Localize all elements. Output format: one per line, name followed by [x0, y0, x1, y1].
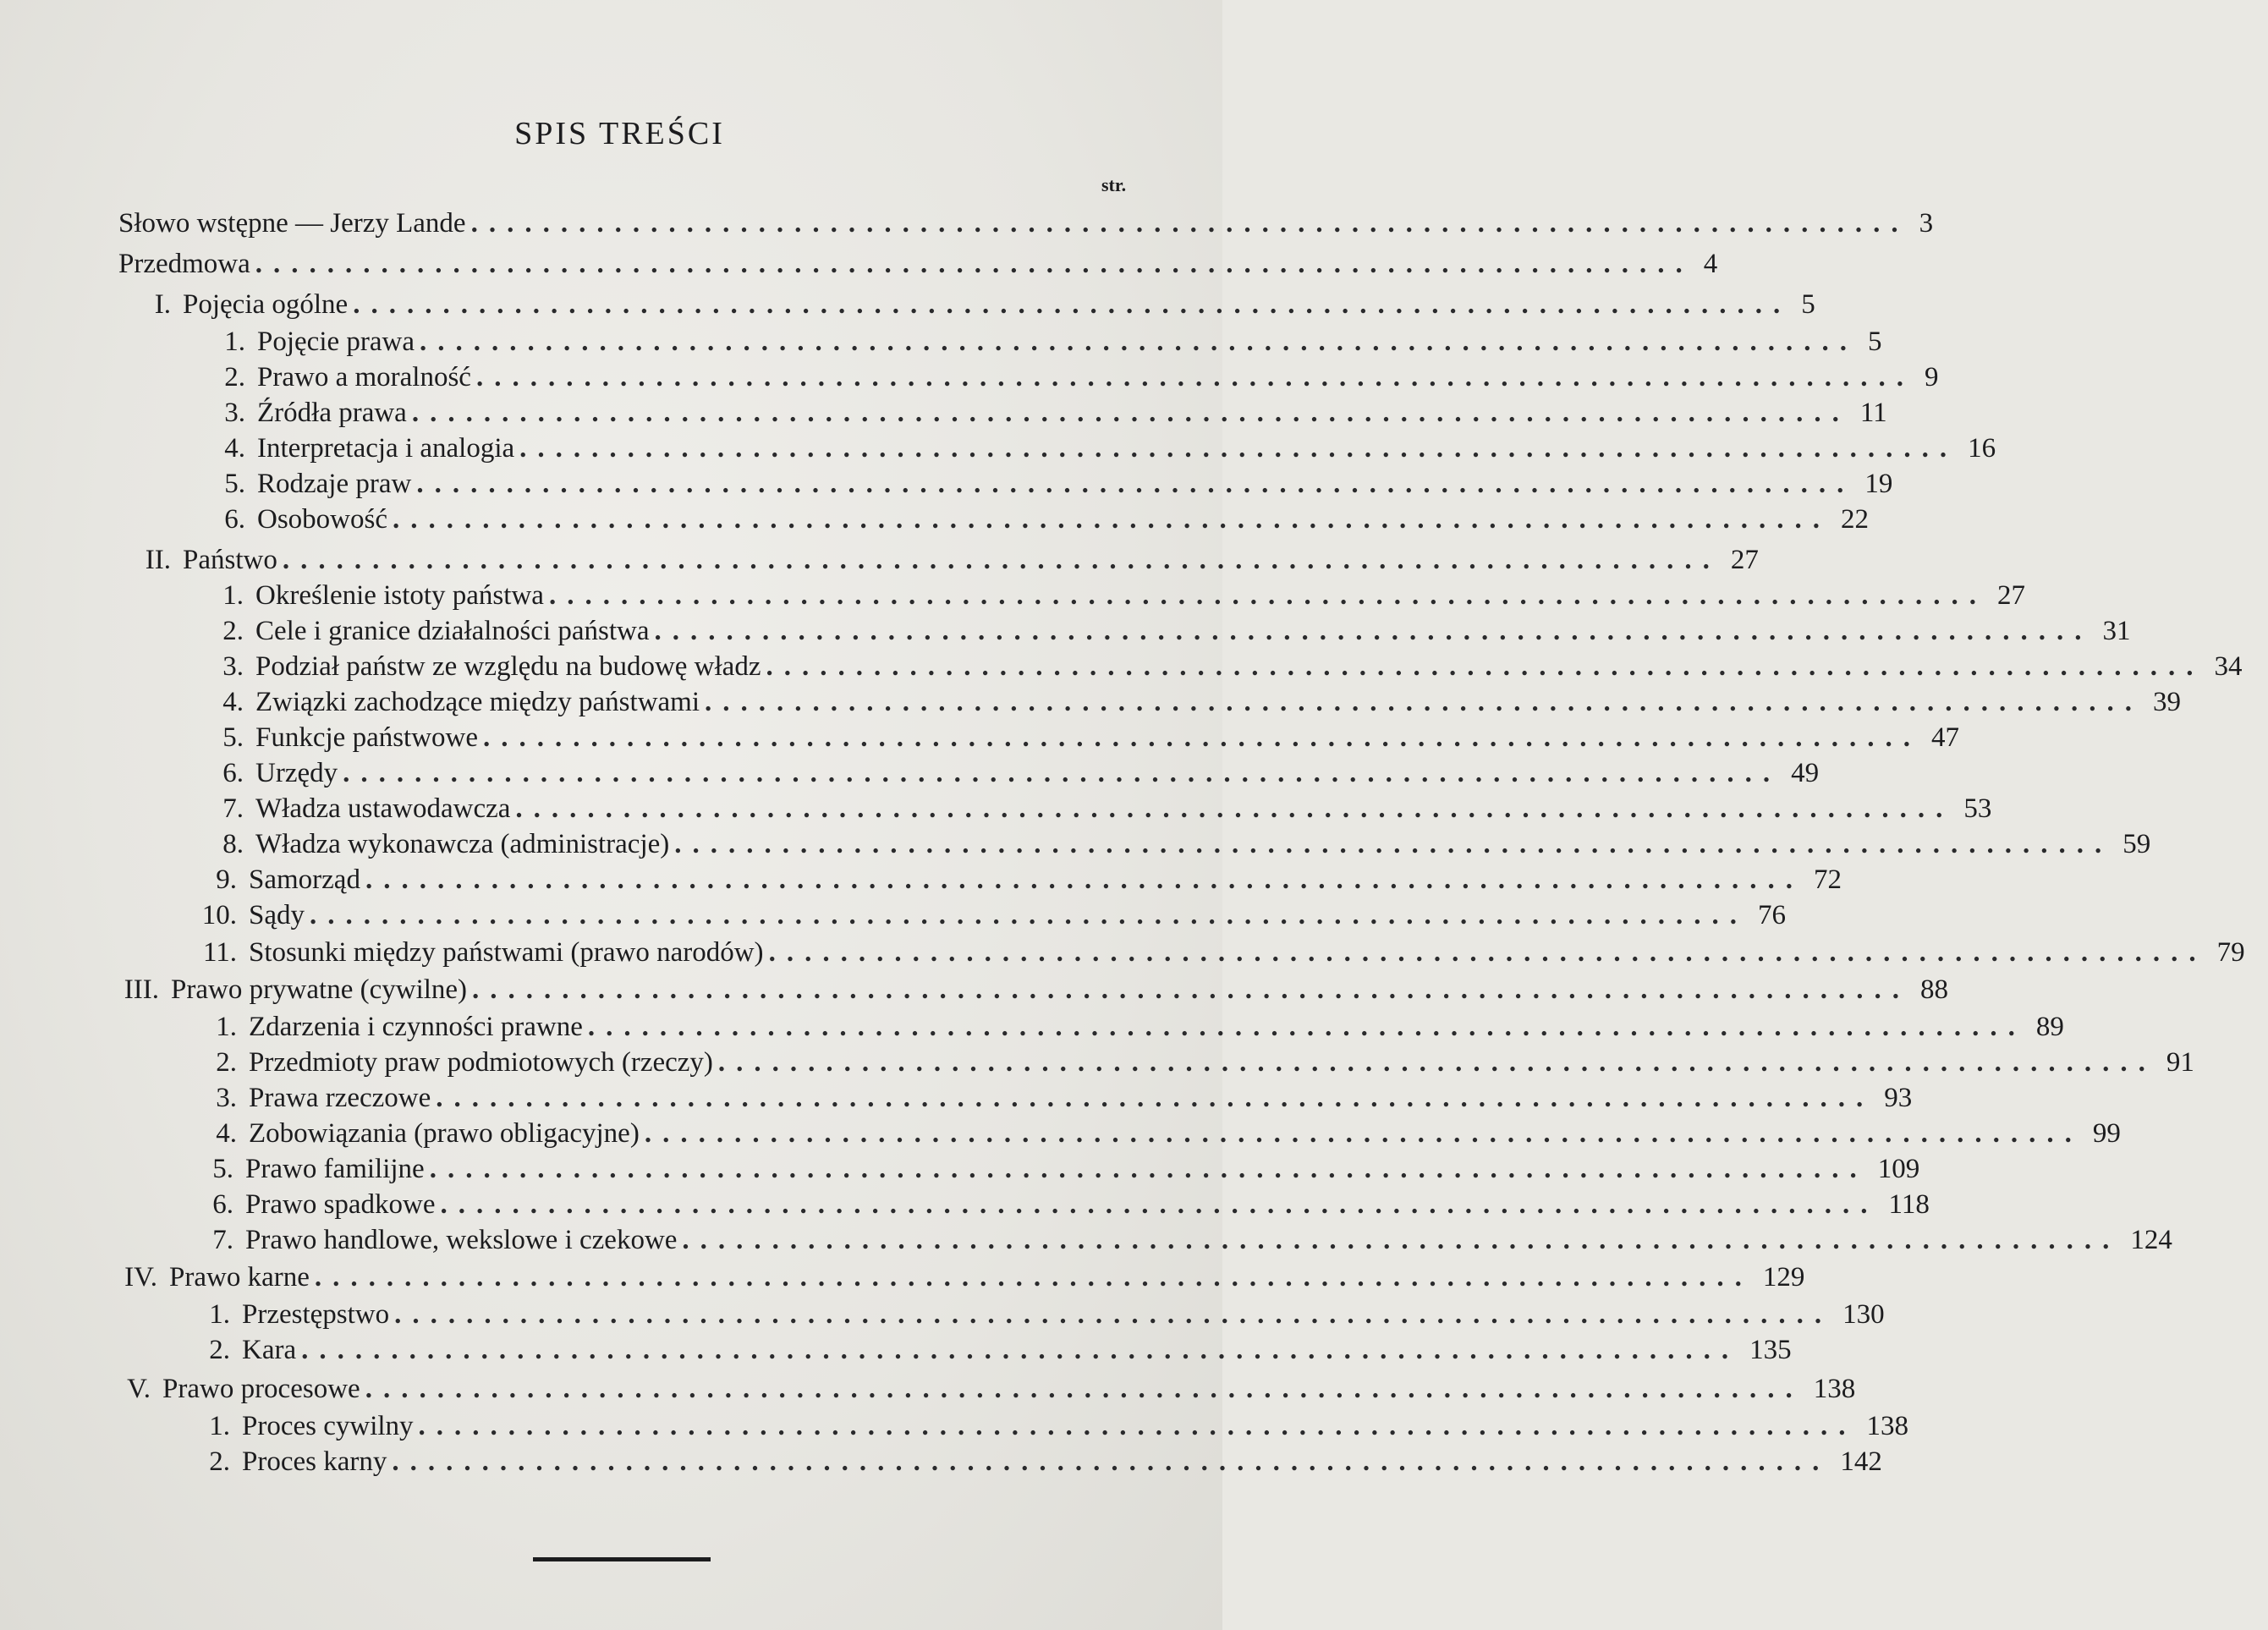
- toc-entry-title: Cele i granice działalności państwa: [255, 616, 650, 646]
- toc-entry-page-number: 53: [1963, 793, 1992, 824]
- toc-entry-page-number: 88: [1920, 974, 1949, 1005]
- toc-entry-page-number: 99: [2092, 1118, 2121, 1149]
- toc-entry: [127, 545, 1759, 582]
- dot-leader: ................................................................................: [416, 469, 1855, 499]
- toc-entry-page-number: 91: [2166, 1047, 2194, 1078]
- toc-entry-number: 5.: [222, 722, 244, 753]
- toc-entry-page-number: 22: [1841, 504, 1869, 535]
- toc-entry: [211, 362, 1939, 399]
- toc-entry: [200, 1189, 1930, 1227]
- toc-entry-title: Prawo spadkowe: [245, 1189, 436, 1220]
- toc-entry-page-number: 118: [1888, 1189, 1930, 1220]
- toc-entry-title: Osobowość: [257, 504, 387, 535]
- toc-entry-title: Prawo karne: [169, 1262, 310, 1292]
- dot-leader: ................................................................................: [674, 829, 2113, 859]
- toc-entry-title: Rodzaje praw: [257, 469, 412, 499]
- toc-entry-page-number: 27: [1996, 580, 2025, 611]
- toc-entry-page-number: 72: [1813, 864, 1842, 895]
- toc-entry-page-number: 109: [1877, 1154, 1920, 1184]
- toc-entry: [210, 580, 2025, 617]
- dot-leader: ................................................................................: [365, 1374, 1804, 1404]
- toc-entry-page-number: 76: [1758, 900, 1786, 930]
- dot-leader: ................................................................................: [483, 722, 1922, 753]
- toc-entry-title: Stosunki między państwami (prawo narodów): [249, 937, 764, 968]
- toc-entry-title: Określenie istoty państwa: [255, 580, 544, 611]
- toc-entry: [210, 793, 1992, 831]
- dot-leader: ................................................................................: [282, 545, 1721, 575]
- toc-entry-title: Przedmowa: [118, 249, 250, 279]
- toc-entry-title: Prawo a moralność: [257, 362, 471, 392]
- toc-entry: [98, 1262, 1805, 1299]
- dot-leader: ................................................................................: [768, 937, 2207, 968]
- toc-entry: [118, 208, 1934, 245]
- toc-entry: [196, 1446, 1882, 1484]
- toc-entry: [196, 1299, 1885, 1336]
- toc-entry-page-number: 124: [2130, 1225, 2172, 1255]
- toc-entry: [203, 1047, 2194, 1084]
- dot-leader: ................................................................................: [472, 974, 1911, 1005]
- toc-entry-title: Samorząd: [249, 864, 360, 895]
- dot-leader: ................................................................................: [394, 1299, 1833, 1330]
- toc-entry-number: 7.: [212, 1225, 233, 1255]
- dot-leader: ................................................................................: [470, 208, 1909, 239]
- toc-entry-title: Zdarzenia i czynności prawne: [249, 1012, 583, 1042]
- toc-entry-number: I.: [154, 289, 171, 320]
- toc-entry-number: 6.: [222, 758, 244, 788]
- toc-entry: [203, 1118, 2121, 1155]
- toc-entry-number: 1.: [222, 580, 244, 611]
- toc-entry-number: IV.: [124, 1262, 157, 1292]
- toc-entry-title: Proces karny: [242, 1446, 387, 1477]
- toc-entry-title: Władza wykonawcza (administracje): [255, 829, 670, 859]
- dot-leader: ................................................................................: [310, 900, 1748, 930]
- toc-entry-title: Kara: [242, 1335, 297, 1365]
- toc-entry-page-number: 5: [1868, 327, 1882, 357]
- toc-entry: [200, 1225, 2172, 1262]
- toc-entry: [211, 504, 1869, 541]
- toc-entry: [127, 289, 1815, 327]
- toc-entry-number: 9.: [216, 864, 237, 895]
- toc-entry: [196, 1411, 1909, 1448]
- toc-entry-page-number: 49: [1791, 758, 1820, 788]
- toc-entry: [211, 327, 1882, 364]
- page-title: SPIS TREŚCI: [514, 116, 725, 151]
- dot-leader: ................................................................................: [343, 758, 1782, 788]
- toc-entry: [118, 249, 1718, 286]
- toc-entry-number: 3.: [224, 398, 245, 428]
- dot-leader: ................................................................................: [717, 1047, 2156, 1078]
- toc-entry-page-number: 135: [1749, 1335, 1792, 1365]
- toc-entry-title: Urzędy: [255, 758, 338, 788]
- toc-entry: [193, 900, 1786, 937]
- toc-entry: [110, 1374, 1856, 1411]
- dot-leader: ................................................................................: [365, 864, 1804, 895]
- end-rule-divider: [533, 1557, 711, 1561]
- toc-entry-number: 2.: [222, 616, 244, 646]
- toc-entry: [210, 722, 1960, 760]
- toc-entry-title: Podział państw ze względu na budowę władz: [255, 651, 761, 682]
- toc-entry-title: Państwo: [183, 545, 277, 575]
- toc-entry-page-number: 130: [1842, 1299, 1885, 1330]
- toc-entry-title: Źródła prawa: [257, 398, 407, 428]
- toc-entry-number: 6.: [212, 1189, 233, 1220]
- toc-entry-number: 1.: [224, 327, 245, 357]
- toc-entry-number: 5.: [224, 469, 245, 499]
- toc-entry: [210, 758, 1820, 795]
- toc-entry-page-number: 129: [1762, 1262, 1805, 1292]
- toc-entry-title: Prawo procesowe: [162, 1374, 360, 1404]
- toc-entry-page-number: 3: [1919, 208, 1934, 239]
- toc-entry: [211, 433, 1996, 470]
- toc-entry-number: II.: [145, 545, 171, 575]
- dot-leader: ................................................................................: [587, 1012, 2026, 1042]
- dot-leader: ................................................................................: [411, 398, 1850, 428]
- toc-entry: [211, 398, 1887, 435]
- toc-entry-number: 6.: [224, 504, 245, 535]
- toc-entry-page-number: 138: [1813, 1374, 1856, 1404]
- toc-entry-page-number: 142: [1840, 1446, 1882, 1477]
- toc-entry: [203, 1083, 1913, 1120]
- toc-entry-number: 1.: [209, 1411, 230, 1441]
- toc-entry-page-number: 89: [2035, 1012, 2064, 1042]
- toc-entry-page-number: 79: [2216, 937, 2245, 968]
- toc-entry: [210, 616, 2131, 653]
- toc-entry-number: 2.: [209, 1335, 230, 1365]
- toc-entry-title: Zobowiązania (prawo obligacyjne): [249, 1118, 640, 1149]
- toc-entry: [210, 651, 2243, 689]
- dot-leader: ................................................................................: [548, 580, 1987, 611]
- toc-entry-page-number: 16: [1968, 433, 1996, 464]
- toc-entry-title: Funkcje państwowe: [255, 722, 479, 753]
- dot-leader: ................................................................................: [392, 1446, 1831, 1477]
- toc-entry-title: Prawa rzeczowe: [249, 1083, 431, 1113]
- toc-entry-page-number: 27: [1730, 545, 1759, 575]
- dot-leader: ................................................................................: [301, 1335, 1740, 1365]
- toc-entry-title: Prawo handlowe, wekslowe i czekowe: [245, 1225, 678, 1255]
- toc-entry-number: 2.: [216, 1047, 237, 1078]
- toc-entry-number: 1.: [216, 1012, 237, 1042]
- toc-entry-number: 3.: [216, 1083, 237, 1113]
- toc-entry-number: 10.: [201, 900, 237, 930]
- dot-leader: ................................................................................: [515, 793, 1954, 824]
- toc-entry-page-number: 138: [1866, 1411, 1909, 1441]
- toc-entry-title: Władza ustawodawcza: [255, 793, 511, 824]
- dot-leader: ................................................................................: [393, 504, 1831, 535]
- toc-entry-number: 2.: [209, 1446, 230, 1477]
- dot-leader: ................................................................................: [705, 687, 2144, 717]
- toc-entry-page-number: 34: [2214, 651, 2243, 682]
- toc-entry: [200, 1154, 1920, 1191]
- toc-entry: [198, 864, 1842, 902]
- dot-leader: ................................................................................: [314, 1262, 1753, 1292]
- toc-entry-number: 7.: [222, 793, 244, 824]
- dot-leader: ................................................................................: [644, 1118, 2083, 1149]
- toc-entry-number: III.: [124, 974, 159, 1005]
- toc-entry-number: 4.: [216, 1118, 237, 1149]
- toc-entry-page-number: 5: [1801, 289, 1815, 320]
- toc-entry-title: Przedmioty praw podmiotowych (rzeczy): [249, 1047, 713, 1078]
- toc-entry-title: Przestępstwo: [242, 1299, 390, 1330]
- toc-entry-number: 4.: [222, 687, 244, 717]
- toc-entry-page-number: 4: [1703, 249, 1718, 279]
- toc-entry-page-number: 93: [1884, 1083, 1913, 1113]
- toc-entry-number: 3.: [222, 651, 244, 682]
- toc-entry-title: Interpretacja i analogia: [257, 433, 515, 464]
- toc-entry-title: Pojęcie prawa: [257, 327, 415, 357]
- toc-entry-page-number: 19: [1864, 469, 1893, 499]
- toc-entry-page-number: 39: [2153, 687, 2182, 717]
- toc-entry: [210, 829, 2151, 866]
- dot-leader: ................................................................................: [682, 1225, 2121, 1255]
- dot-leader: ................................................................................: [255, 249, 1694, 279]
- toc-entry: [203, 1012, 2064, 1049]
- dot-leader: ................................................................................: [440, 1189, 1879, 1220]
- toc-entry-title: Pojęcia ogólne: [183, 289, 349, 320]
- toc-entry: [211, 469, 1893, 506]
- toc-entry-title: Prawo prywatne (cywilne): [171, 974, 468, 1005]
- toc-entry-page-number: 9: [1924, 362, 1939, 392]
- toc-entry-number: 11.: [202, 937, 237, 968]
- dot-leader: ................................................................................: [475, 362, 1914, 392]
- dot-leader: ................................................................................: [436, 1083, 1875, 1113]
- toc-entry: [210, 687, 2182, 724]
- toc-entry-title: Związki zachodzące między państwami: [255, 687, 700, 717]
- toc-entry-page-number: 59: [2122, 829, 2151, 859]
- dot-leader: ................................................................................: [429, 1154, 1868, 1184]
- toc-entry-number: 1.: [209, 1299, 230, 1330]
- toc-entry-title: Sądy: [249, 900, 305, 930]
- toc-entry-number: 2.: [224, 362, 245, 392]
- toc-entry: [196, 1335, 1792, 1372]
- toc-entry-number: 4.: [224, 433, 245, 464]
- toc-entry-number: V.: [127, 1374, 151, 1404]
- dot-leader: ................................................................................: [418, 1411, 1857, 1441]
- dot-leader: ................................................................................: [353, 289, 1792, 320]
- toc-entry-title: Słowo wstępne — Jerzy Lande: [118, 208, 466, 239]
- page-column-label: str.: [1101, 174, 1127, 195]
- toc-entry-page-number: 31: [2102, 616, 2131, 646]
- toc-entry-number: 5.: [212, 1154, 233, 1184]
- toc-entry-title: Proces cywilny: [242, 1411, 414, 1441]
- toc-entry: [102, 974, 1949, 1012]
- dot-leader: ................................................................................: [766, 651, 2205, 682]
- dot-leader: ................................................................................: [654, 616, 2093, 646]
- dot-leader: ................................................................................: [420, 327, 1858, 357]
- toc-entry: [193, 937, 2245, 974]
- toc-entry-page-number: 11: [1859, 398, 1887, 428]
- dot-leader: ................................................................................: [519, 433, 1958, 464]
- toc-entry-title: Prawo familijne: [245, 1154, 425, 1184]
- toc-entry-page-number: 47: [1931, 722, 1960, 753]
- toc-entry-number: 8.: [222, 829, 244, 859]
